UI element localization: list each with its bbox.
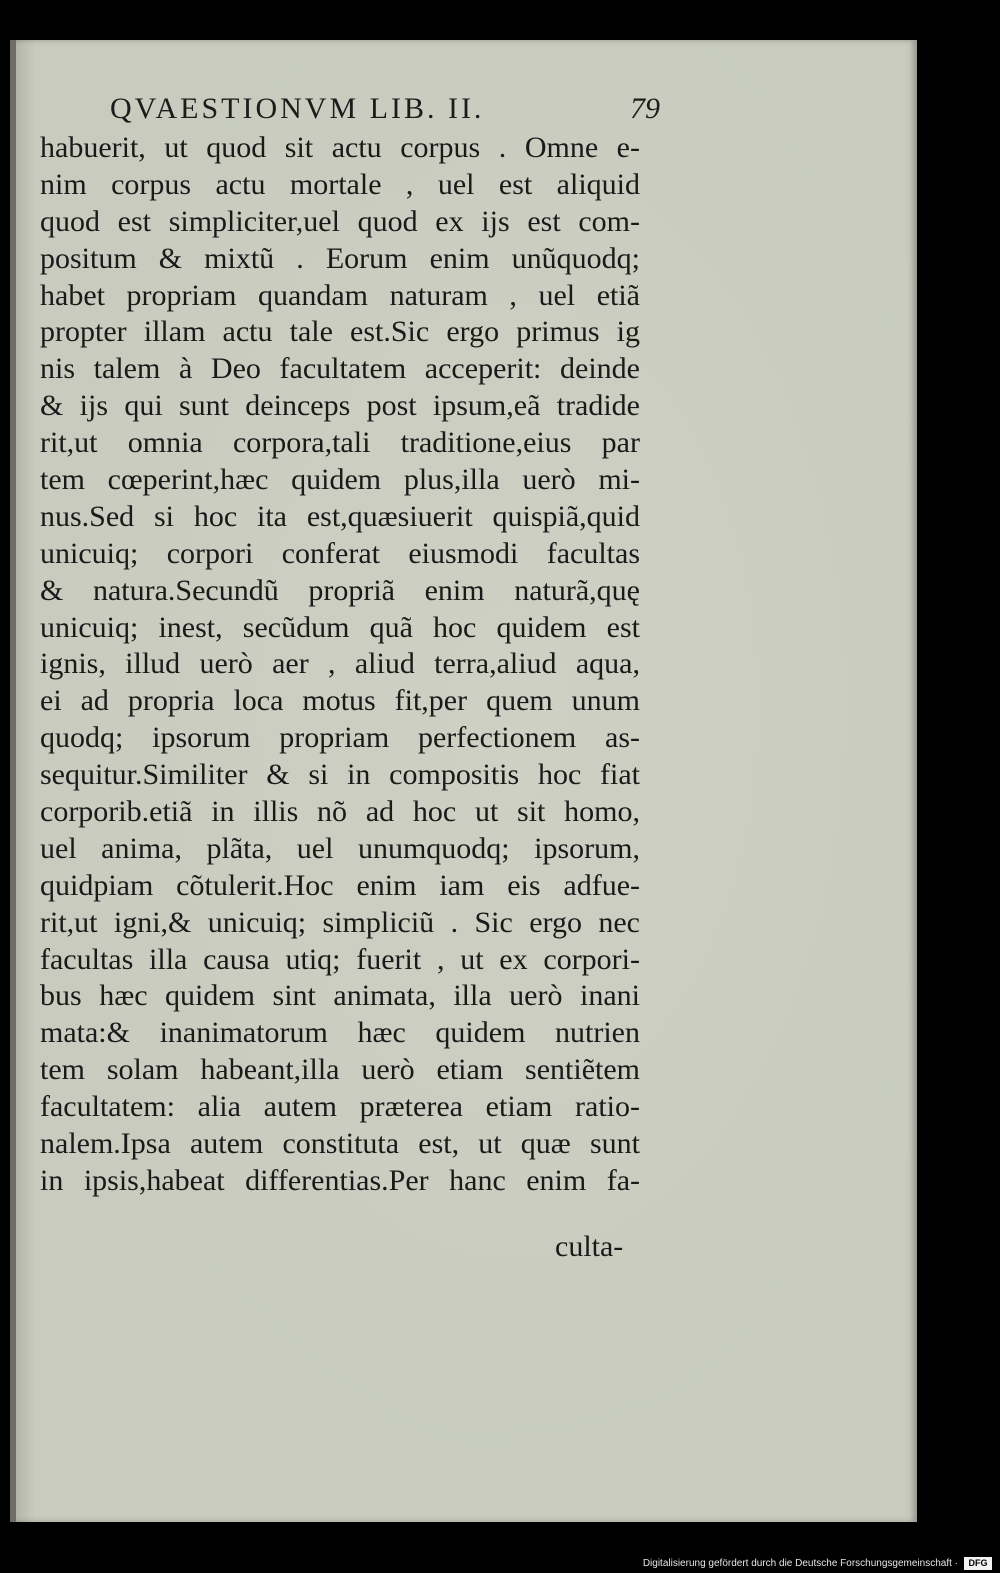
text-line: facultatem: alia autem præterea etiam ratio- bbox=[40, 1090, 640, 1124]
text-line: quodq; ipsorum propriam perfectionem as- bbox=[40, 721, 640, 755]
text-line: & ijs qui sunt deinceps post ipsum,eã tradide bbox=[40, 389, 640, 423]
text-line: unicuiq; corpori conferat eiusmodi facultas bbox=[40, 536, 640, 570]
funding-credit: Digitalisierung gefördert durch die Deutsche Forschungsgemeinschaft · bbox=[642, 1558, 958, 1569]
text-line: quidpiam cõtulerit.Hoc enim iam eis adfue- bbox=[40, 868, 640, 902]
footer-bar bbox=[0, 1551, 1000, 1573]
text-line: nis talem à Deo facultatem acceperit: deinde bbox=[40, 352, 640, 386]
running-head bbox=[110, 92, 660, 132]
text-line: ei ad propria loca motus fit,per quem unum bbox=[40, 684, 640, 718]
text-line: rit,ut igni,& unicuiq; simpliciũ . Sic ergo nec bbox=[40, 905, 640, 939]
text-line: unicuiq; inest, secũdum quã hoc quidem est bbox=[40, 610, 640, 644]
text-line: tem solam habeant,illa uerò etiam sentiẽtem bbox=[40, 1053, 640, 1087]
dfg-logo: DFG bbox=[964, 1557, 992, 1570]
text-line: sequitur.Similiter & si in compositis hoc fiat bbox=[40, 758, 640, 792]
text-line: nus.Sed si hoc ita est,quæsiuerit quispiã,quid bbox=[40, 499, 640, 533]
text-line: & natura.Secundũ propriã enim naturã,quę bbox=[40, 573, 640, 607]
body-text bbox=[40, 130, 640, 1200]
text-line: habuerit, ut quod sit actu corpus . Omne e- bbox=[40, 131, 640, 164]
text-line: rit,ut omnia corpora,tali traditione,eius par bbox=[40, 426, 640, 460]
page-gutter-edge bbox=[10, 40, 16, 1522]
text-line: uel anima, plãta, uel unumquodq; ipsorum, bbox=[40, 831, 640, 865]
page-number: 79 bbox=[630, 92, 660, 125]
text-line: ignis, illud uerò aer , aliud terra,aliud aqua, bbox=[40, 647, 640, 681]
text-line: tem cœperint,hæc quidem plus,illa uerò mi- bbox=[40, 463, 640, 497]
text-line: nim corpus actu mortale , uel est aliquid bbox=[40, 167, 640, 201]
text-line: in ipsis,habeat differentias.Per hanc enim fa- bbox=[40, 1163, 640, 1197]
text-line: habet propriam quandam naturam , uel etiã bbox=[40, 278, 640, 312]
text-line: positum & mixtũ . Eorum enim unũquodq; bbox=[40, 241, 640, 275]
text-line: mata:& inanimatorum hæc quidem nutrien bbox=[40, 1016, 640, 1050]
catchword: culta- bbox=[555, 1230, 624, 1263]
text-line: corporib.etiã in illis nõ ad hoc ut sit homo, bbox=[40, 795, 640, 829]
text-line: quod est simpliciter,uel quod ex ijs est com- bbox=[40, 204, 640, 238]
text-line: nalem.Ipsa autem constituta est, ut quæ sunt bbox=[40, 1127, 640, 1161]
text-line: propter illam actu tale est.Sic ergo primus ig bbox=[40, 315, 640, 349]
text-line: facultas illa causa utiq; fuerit , ut ex corpori- bbox=[40, 942, 640, 976]
running-head-title: QVAESTIONVM LIB. II. bbox=[110, 92, 485, 125]
text-line: bus hæc quidem sint animata, illa uerò inani bbox=[40, 979, 640, 1013]
